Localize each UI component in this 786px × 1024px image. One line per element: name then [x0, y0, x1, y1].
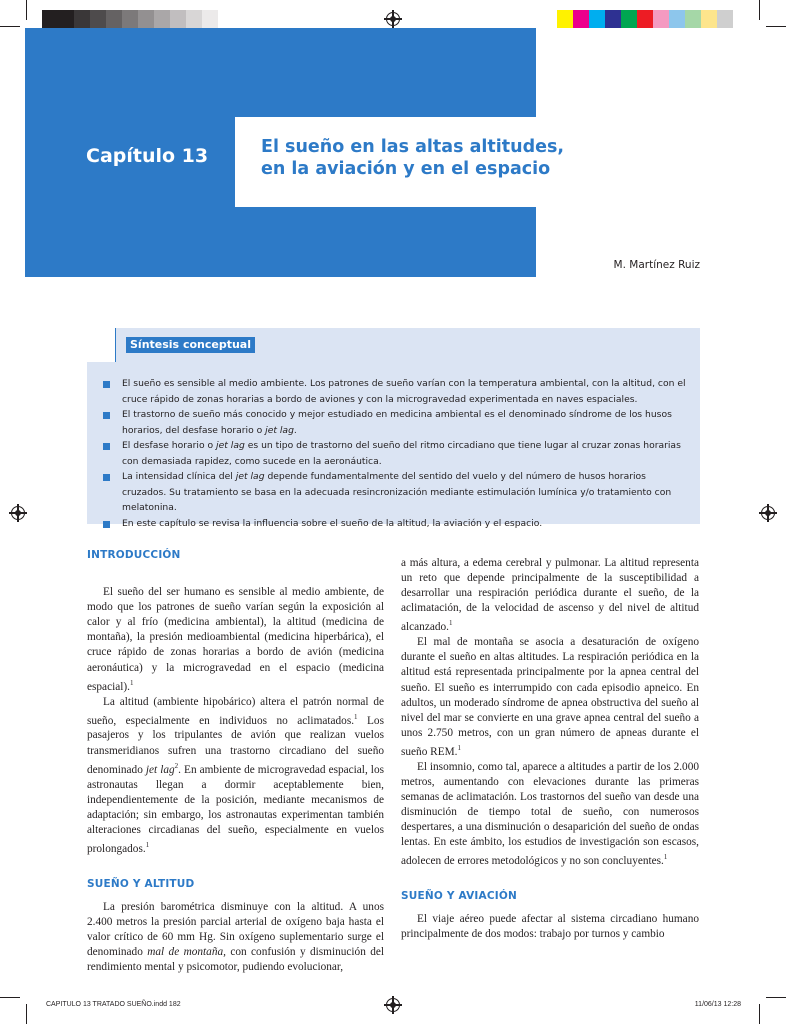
gray-swatch: [90, 10, 106, 28]
bullet-square-icon: [103, 521, 110, 528]
crop-mark: [26, 1004, 27, 1024]
crop-mark: [766, 26, 786, 27]
color-swatch: [557, 10, 573, 28]
synthesis-item: El desfase horario o jet lag es un tipo de trastorno del sueño del ritmo circadiano que tiene lugar al cruzar zonas horarias con demasiada rapidez, como sucede en la aeronáutica.: [103, 438, 693, 469]
grayscale-calibration-bar: [42, 10, 234, 28]
chapter-number: Capítulo 13: [86, 145, 209, 167]
gray-swatch: [74, 10, 90, 28]
paragraph: a más altura, a edema cerebral y pulmonar. La altitud representa un reto que depende principalmente de la susceptibilidad a desarrollar una respiración periódica durante el sueño, de la aclimatación, de la velocidad de ascenso y del nivel de altitud alcanzado.$^1$: [401, 557, 699, 634]
gray-swatch: [42, 10, 58, 28]
bullet-square-icon: [103, 412, 110, 419]
color-swatch: [621, 10, 637, 28]
gray-swatch: [170, 10, 186, 28]
registration-mark-icon: [386, 12, 400, 26]
color-swatch: [669, 10, 685, 28]
color-swatch: [717, 10, 733, 28]
registration-mark-icon: [386, 998, 400, 1012]
color-calibration-bar: [557, 10, 733, 28]
right-column: [401, 556, 699, 942]
section-heading: INTRODUCCIÓN: [87, 549, 181, 561]
color-swatch: [653, 10, 669, 28]
gray-swatch: [138, 10, 154, 28]
left-column: [87, 548, 384, 975]
author-name: M. Martínez Ruiz: [613, 259, 700, 271]
crop-mark: [759, 0, 760, 20]
color-swatch: [637, 10, 653, 28]
registration-mark-icon: [11, 506, 25, 520]
gray-swatch: [218, 10, 234, 28]
color-swatch: [589, 10, 605, 28]
synthesis-label: Síntesis conceptual: [126, 337, 255, 353]
gray-swatch: [122, 10, 138, 28]
crop-mark: [0, 997, 20, 998]
bullet-square-icon: [103, 443, 110, 450]
chapter-title-line: El sueño en las altas altitudes,: [261, 137, 565, 157]
crop-mark: [26, 0, 27, 20]
section-heading: SUEÑO Y AVIACIÓN: [401, 890, 517, 903]
gray-swatch: [186, 10, 202, 28]
paragraph: El mal de montaña se asocia a desaturación de oxígeno durante el sueño en altas altitudes. La respiración periódica en la altitud está representada principalmente por la apnea central del sueño. El sueño es interrumpido con cada episodio apneico. En adultos, un moderado síndrome de apnea obstructiva del sueño al nivel del mar se convierte en una grave apnea central del sueño a unos 2.750 metros, con un gran número de apneas durante el sueño REM.$^1$: [401, 636, 699, 758]
bullet-square-icon: [103, 381, 110, 388]
color-swatch: [605, 10, 621, 28]
synthesis-item: El trastorno de sueño más conocido y mejor estudiado en medicina ambiental es el denominado síndrome de los husos horarios, del desfase horario o jet lag.: [103, 407, 693, 438]
crop-mark: [759, 1004, 760, 1024]
synthesis-item: En este capítulo se revisa la influencia sobre el sueño de la altitud, la aviación y el espacio.: [103, 516, 693, 532]
synthesis-item: El sueño es sensible al medio ambiente. Los patrones de sueño varían con la temperatura ambiental, con la altitud, con el cruce rápido de zonas horarias a bordo de aviones y con la microgravedad experimentada en naves espaciales.: [103, 376, 693, 407]
paragraph: El insomnio, como tal, aparece a altitudes a partir de los 2.000 metros, aumentando con elevaciones durante las primeras semanas de aclimatación. Los trastornos del sueño van desde una disminución de tiempo total de sueño, con numerosos despertares, a una disminución o desaparición del sueño de ondas lentas. En este ámbito, los estudios de investigación son escasos, adolecen de errores metodológicos y no son concluyentes.$^1$: [401, 760, 699, 868]
paragraph: El sueño del ser humano es sensible al medio ambiente, de modo que los patrones de sueño varían según la exposición al calor y al frío (medicina ambiental), la altitud (medicina de montaña), la presión medioambiental (medicina hiperbárica), el cruce rápido de zonas horarias a bordo de avión (medicina aeronáutica) y la microgravedad en el espacio (medicina espacial).$^1$: [87, 586, 384, 693]
crop-mark: [0, 26, 20, 27]
synthesis-corner: [87, 328, 116, 362]
chapter-title-line: en la aviación y en el espacio: [261, 159, 551, 179]
crop-mark: [766, 997, 786, 998]
synthesis-list: [103, 376, 693, 531]
synthesis-item: La intensidad clínica del jet lag depende fundamentalmente del sentido del vuelo y del número de husos horarios cruzados. Su tratamiento se basa en la adecuada resincronización mediante estimulación lumínica y/o tratamiento con melatonina.: [103, 469, 693, 516]
gray-swatch: [202, 10, 218, 28]
footer-timestamp: 11/06/13 12:28: [694, 1001, 741, 1008]
gray-swatch: [106, 10, 122, 28]
gray-swatch: [154, 10, 170, 28]
gray-swatch: [58, 10, 74, 28]
chapter-title: [261, 136, 565, 180]
paragraph: El viaje aéreo puede afectar al sistema circadiano humano principalmente de dos modos: trabajo por turnos y cambio: [401, 913, 699, 941]
footer-file-info: CAPITULO 13 TRATADO SUEÑO.indd 182: [46, 1001, 181, 1008]
paragraph: La presión barométrica disminuye con la altitud. A unos 2.400 metros la presión parcial arterial de oxígeno baja hasta el valor crítico de 60 mm Hg. Sin oxígeno suplementario surge el denominado mal de montaña, con confusión y disminución del rendimiento mental y psicomotor, pudiendo evolucionar,: [87, 900, 385, 974]
color-swatch: [701, 10, 717, 28]
paragraph: La altitud (ambiente hipobárico) altera el patrón normal de sueño, especialmente en individuos no aclimatados.$^1$ Los pasajeros y los tripulantes de avión que realizan vuelos transmeridianos sufren una trastorno circadiano del sueño denominado jet lag$^2$. En ambiente de microgravedad espacial, los astronautas llegan a dormir aceptablemente bien, independientemente de la posición, mediante mecanismos de adaptación; sin embargo, los astronautas experimentan también alteraciones circadianas del sueño, especialmente en vuelos prolongados.$^1$: [87, 695, 384, 855]
registration-mark-icon: [761, 506, 775, 520]
section-heading: SUEÑO Y ALTITUD: [87, 877, 195, 890]
color-swatch: [685, 10, 701, 28]
bullet-square-icon: [103, 474, 110, 481]
color-swatch: [573, 10, 589, 28]
